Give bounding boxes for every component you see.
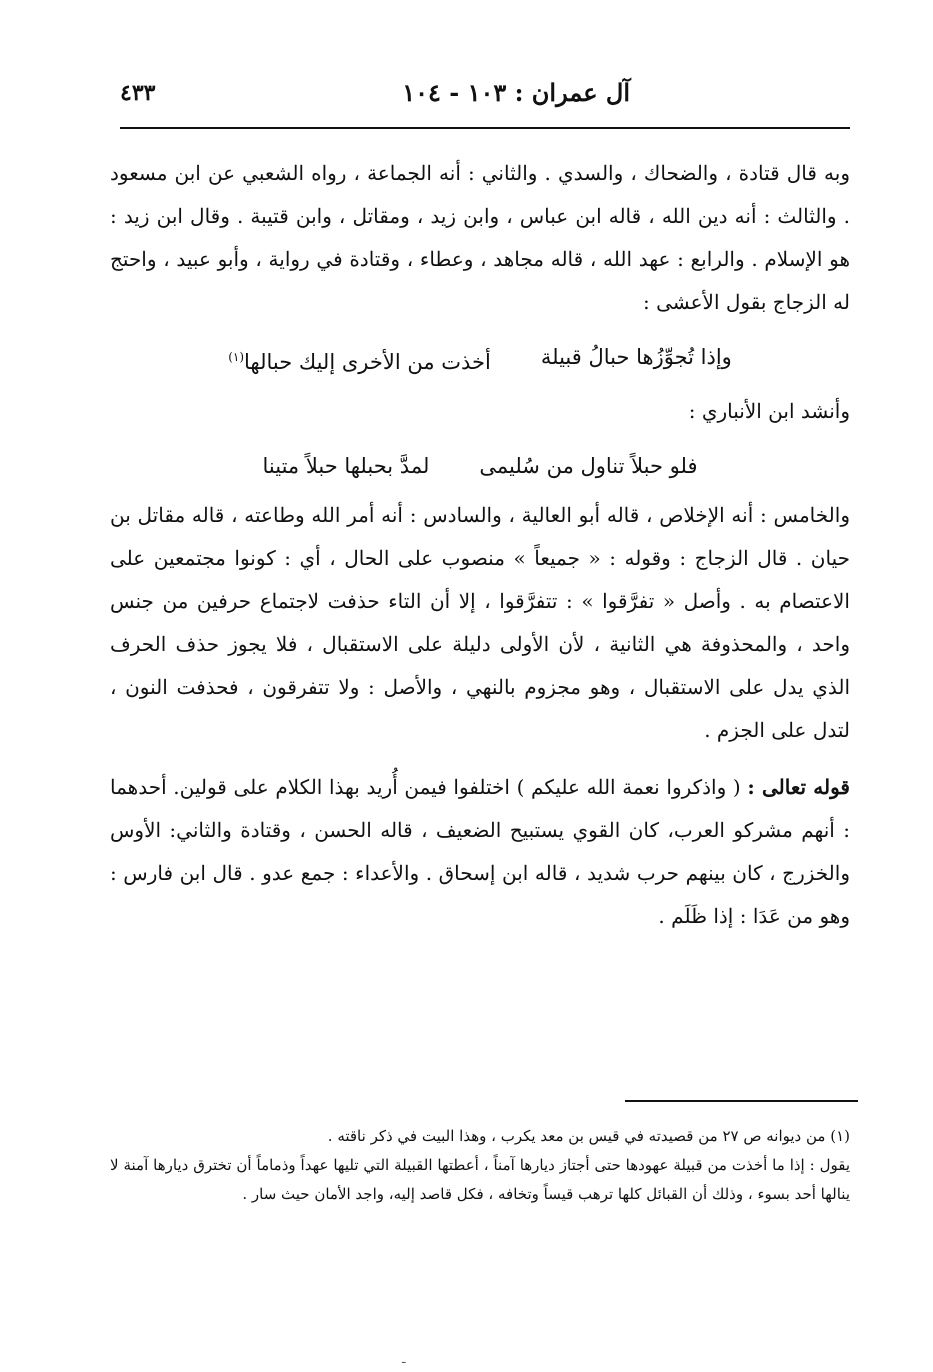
bottom-mark: ـ [402,1352,406,1366]
verse-2-second-hemistich: لمدَّ بحبلها حبلاً متينا [262,454,430,478]
verse-1-first-hemistich: وإذا تُجوِّزُها حبالُ قبيلة [540,345,732,369]
footnote-divider [625,1100,858,1102]
paragraph-3-lead: قوله تعالى : [747,775,850,799]
footnote-1: (١) من ديوانه ص ٢٧ من قصيدته في قيس بن معد يكرب ، وهذا البيت في ذكر ناقته . [327,1127,850,1145]
verse-1 [110,336,850,384]
footnote-marker: (١) [228,350,245,364]
verse-1-second-hemistich-text: أخذت من الأخرى إليك حبالها [244,350,491,374]
paragraph-3 [110,766,850,938]
footnote-1-explanation: يقول : إذا ما أخذت من قبيلة عهودها حتى أجتاز ديارها آمناً ، أعطتها القبيلة التي تليها عهداً وذماماً أن تخترق ديارها آمنة لا ينالها أحد بسوء ، وذلك أن القبائل كلها ترهب قيساً وتخافه ، فكل قاصد إليه، واجد الأمان حيث سار . [110,1156,850,1203]
header-divider [120,127,850,129]
verse-1-second-hemistich [228,336,491,384]
paragraph-2: والخامس : أنه الإخلاص ، قاله أبو العالية ، والسادس : أنه أمر الله وطاعته ، قاله مقاتل بن حيان . قال الزجاج : وقوله : « جميعاً » منصوب على الحال ، أي : كونوا مجتمعين على الاعتصام به . وأصل « تفرَّقوا » : تتفرَّقوا ، إلا أن التاء حذفت لاجتماع حرفين من جنس واحد ، والمحذوفة هي الثانية ، لأن الأولى دليلة على الاستقبال ، فلا يجوز حذف الحرف الذي يدل على الاستقبال ، وهو مجزوم بالنهي ، والأصل : ولا تتفرقون ، فحذفت النون ، لتدل على الجزم . [110,503,850,742]
main-body [110,152,850,938]
page-header [120,78,850,118]
verse-2-first-hemistich: فلو حبلاً تناول من سُليمى [479,454,698,478]
running-title: آل عمران : ١٠٣ - ١٠٤ [402,78,630,107]
section-gap [110,752,850,766]
paragraph-3-text: ( واذكروا نعمة الله عليكم ) اختلفوا فيمن أُريد بهذا الكلام على قولين. أحدهما : أنهم مشركو العرب، كان القوي يستبيح الضعيف ، قاله الحسن ، وقتادة والثاني: الأوس والخزرج ، كان بينهم حرب شديد ، قاله ابن إسحاق . والأعداء : جمع عدو . قال ابن فارس : وهو من عَدَا : إذا ظَلَم . [110,775,850,928]
verse-2-intro: وأنشد ابن الأنباري : [688,399,850,423]
page-number: ٤٣٣ [120,80,156,106]
paragraph-1: وبه قال قتادة ، والضحاك ، والسدي . والثاني : أنه الجماعة ، رواه الشعبي عن ابن مسعود . والثالث : أنه دين الله ، قاله ابن عباس ، وابن زيد ، ومقاتل ، وابن قتيبة . وقال ابن زيد : هو الإسلام . والرابع : عهد الله ، قاله مجاهد ، وعطاء ، وقتادة في رواية ، وأبو عبيد ، واحتج له الزجاج بقول الأعشى : [110,161,850,314]
footnotes [110,1122,850,1209]
verse-2 [110,445,850,488]
